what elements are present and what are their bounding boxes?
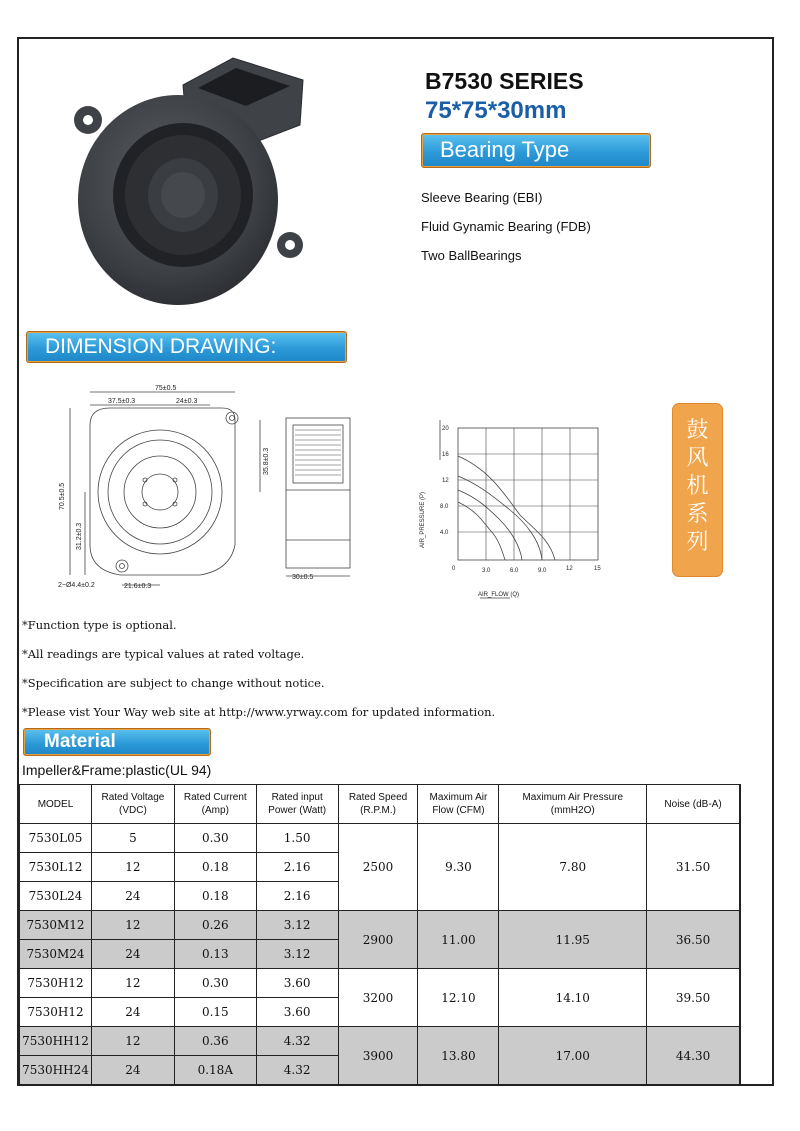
noise-cell: 36.50 [647, 911, 740, 969]
pressure-cell: 14.10 [499, 969, 647, 1027]
curve-xtick: 9.0 [538, 568, 547, 574]
material-text: Impeller&Frame:plastic(UL 94) [22, 762, 212, 778]
noise-cell: 44.30 [647, 1027, 740, 1085]
table-row [20, 969, 740, 998]
voltage-cell: 24 [91, 1056, 174, 1085]
voltage-cell: 24 [91, 882, 174, 911]
model-cell: 7530H12 [20, 998, 92, 1027]
dim-label-hole: 2−Ø4.4±0.2 [58, 582, 95, 589]
dim-label-24: 24±0.3 [176, 398, 198, 405]
header-airflow: Maximum Air Flow (CFM) [418, 785, 499, 824]
pressure-cell: 11.95 [499, 911, 647, 969]
dim-label-216: 21.6±0.3 [124, 583, 152, 590]
voltage-cell: 24 [91, 940, 174, 969]
power-cell: 2.16 [256, 882, 338, 911]
table-row [20, 1027, 740, 1056]
power-cell: 3.60 [256, 998, 338, 1027]
header-pressure: Maximum Air Pressure (mmH2O) [499, 785, 647, 824]
current-cell: 0.15 [174, 998, 256, 1027]
speed-cell: 3900 [338, 1027, 418, 1085]
blower-series-badge [672, 403, 723, 577]
series-title: B7530 SERIES [425, 68, 584, 94]
power-cell: 4.32 [256, 1027, 338, 1056]
airflow-cell: 12.10 [418, 969, 499, 1027]
voltage-cell: 12 [91, 969, 174, 998]
side-view [286, 418, 350, 576]
header-current: Rated Current (Amp) [174, 785, 256, 824]
noise-cell: 31.50 [647, 824, 740, 911]
pressure-cell: 17.00 [499, 1027, 647, 1085]
model-cell: 7530L24 [20, 882, 92, 911]
current-cell: 0.18 [174, 882, 256, 911]
model-cell: 7530M24 [20, 940, 92, 969]
speed-cell: 2900 [338, 911, 418, 969]
model-cell: 7530L12 [20, 853, 92, 882]
header-speed: Rated Speed (R.P.M.) [338, 785, 418, 824]
curve-ylabel: AIR_PRESSURE (P) [420, 491, 426, 548]
power-cell: 3.60 [256, 969, 338, 998]
airflow-cell: 11.00 [418, 911, 499, 969]
bearing-item: Sleeve Bearing (EBI) [421, 190, 543, 205]
speed-cell: 3200 [338, 969, 418, 1027]
voltage-cell: 5 [91, 824, 174, 853]
speed-cell: 2500 [338, 824, 418, 911]
airflow-cell: 9.30 [418, 824, 499, 911]
dim-label-358: 35.8±0.3 [263, 447, 270, 475]
model-cell: 7530M12 [20, 911, 92, 940]
bearing-type-banner: Bearing Type [421, 133, 651, 168]
model-cell: 7530H12 [20, 969, 92, 998]
bearing-item: Fluid Gynamic Bearing (FDB) [421, 219, 591, 234]
curve-ytick: 8.0 [440, 504, 449, 510]
airflow-curve-chart [440, 420, 598, 598]
model-cell: 7530L05 [20, 824, 92, 853]
badge-char: 列 [686, 530, 709, 555]
curve-xtick: 15 [594, 566, 601, 572]
power-cell: 3.12 [256, 911, 338, 940]
current-cell: 0.30 [174, 969, 256, 998]
curve-ytick: 12 [442, 478, 449, 484]
table-row [20, 824, 740, 853]
current-cell: 0.13 [174, 940, 256, 969]
header-noise: Noise (dB-A) [647, 785, 740, 824]
bearing-item: Two BallBearings [421, 248, 522, 263]
dimension-drawing-banner: DIMENSION DRAWING: [26, 331, 347, 363]
bearing-type-list [421, 190, 591, 277]
dim-label-375: 37.5±0.3 [108, 398, 136, 405]
note-line: *Function type is optional. [22, 618, 177, 632]
badge-char: 鼓 [686, 418, 709, 443]
note-line: *Please vist Your Way web site at http://www.yrway.com for updated information. [22, 705, 496, 719]
notes [22, 617, 495, 733]
dim-label-312: 31.2±0.3 [76, 522, 83, 550]
note-line: *Specification are subject to change without notice. [22, 676, 325, 690]
model-cell: 7530HH12 [20, 1027, 92, 1056]
curve-ytick: 4.0 [440, 530, 449, 536]
badge-char: 机 [686, 474, 709, 499]
airflow-cell: 13.80 [418, 1027, 499, 1085]
current-cell: 0.18 [174, 853, 256, 882]
badge-char: 系 [686, 502, 709, 527]
power-cell: 1.50 [256, 824, 338, 853]
series-size: 75*75*30mm [425, 97, 567, 124]
curve-xtick: 0 [452, 566, 456, 572]
curve-xlabel: AIR_FLOW (Q) [478, 592, 520, 598]
table-body [20, 824, 740, 1085]
voltage-cell: 12 [91, 911, 174, 940]
current-cell: 0.18A [174, 1056, 256, 1085]
voltage-cell: 12 [91, 1027, 174, 1056]
blower-fan-photo [68, 50, 318, 310]
power-cell: 3.12 [256, 940, 338, 969]
power-cell: 4.32 [256, 1056, 338, 1085]
badge-char: 风 [686, 446, 709, 471]
front-view [70, 392, 260, 585]
curve-xtick: 12 [566, 566, 573, 572]
current-cell: 0.36 [174, 1027, 256, 1056]
curve-ytick: 20 [442, 426, 449, 432]
curve-ytick: 16 [442, 452, 449, 458]
power-cell: 2.16 [256, 853, 338, 882]
voltage-cell: 24 [91, 998, 174, 1027]
note-line: *All readings are typical values at rated voltage. [22, 647, 305, 661]
table-header-row [20, 785, 740, 824]
header-voltage: Rated Voltage (VDC) [91, 785, 174, 824]
pressure-cell: 7.80 [499, 824, 647, 911]
curve-xtick: 3.0 [482, 568, 491, 574]
noise-cell: 39.50 [647, 969, 740, 1027]
header-power: Rated input Power (Watt) [256, 785, 338, 824]
spec-table [19, 784, 740, 1085]
curve-xtick: 6.0 [510, 568, 519, 574]
model-cell: 7530HH24 [20, 1056, 92, 1085]
material-banner: Material [23, 728, 211, 756]
voltage-cell: 12 [91, 853, 174, 882]
dim-label-705: 70.5±0.5 [59, 482, 66, 510]
dim-label-75: 75±0.5 [155, 385, 177, 392]
current-cell: 0.26 [174, 911, 256, 940]
header-model: MODEL [20, 785, 92, 824]
dimension-drawing [50, 380, 610, 605]
table-row [20, 911, 740, 940]
table-edge [740, 784, 774, 1086]
current-cell: 0.30 [174, 824, 256, 853]
dim-label-30: 30±0.5 [292, 574, 314, 581]
